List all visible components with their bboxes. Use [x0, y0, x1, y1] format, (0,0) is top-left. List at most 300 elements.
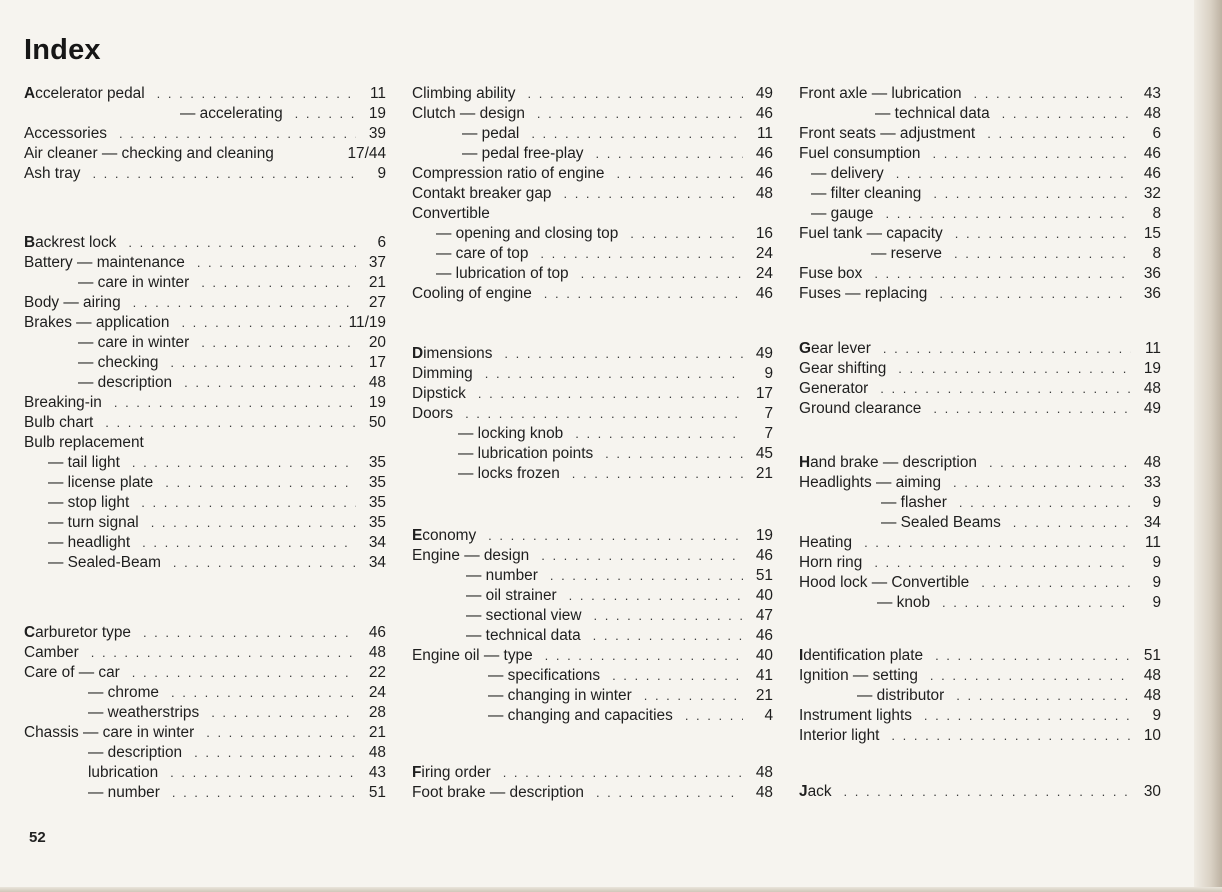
index-entry: [799, 104, 1161, 124]
index-entry: [799, 553, 1161, 573]
index-entry: [799, 573, 1161, 593]
index-entry-page: 48: [755, 185, 773, 202]
index-entry-text: Ash tray: [24, 165, 81, 182]
index-entry-text: — reserve: [871, 245, 942, 262]
index-entry: [24, 104, 386, 124]
leader-dots: [142, 533, 356, 553]
index-entry-page: 21: [755, 465, 773, 482]
leader-dots: [939, 284, 1131, 304]
index-entry-page: 21: [368, 724, 386, 741]
leader-dots: [989, 453, 1131, 473]
leader-dots: [930, 666, 1131, 686]
index-entry: [799, 284, 1161, 304]
index-entry: [799, 124, 1161, 144]
index-entry: [412, 364, 773, 384]
index-entry-page: 9: [1152, 554, 1161, 571]
index-entry-label: [436, 244, 528, 264]
index-entry: [799, 359, 1161, 379]
index-entry-label: [24, 253, 185, 273]
index-entry-label: [24, 164, 80, 184]
index-entry-text: — flasher: [881, 494, 947, 511]
index-entry-label: [811, 184, 921, 204]
index-entry: [412, 104, 773, 124]
index-entry-text: — license plate: [48, 474, 154, 491]
leader-dots: [924, 706, 1131, 726]
index-entry-label: [857, 686, 944, 706]
index-entry-text: Bulb replacement: [24, 434, 144, 451]
index-entry: [412, 783, 773, 803]
leader-dots: [206, 723, 356, 743]
index-entry-page: 8: [1152, 205, 1161, 222]
index-entry-label: [799, 453, 977, 473]
leader-dots: [157, 84, 356, 104]
index-entry-page: 27: [368, 294, 386, 311]
index-entry-page: 11: [370, 85, 386, 102]
index-entry: [24, 293, 386, 313]
leader-dots: [545, 646, 743, 666]
index-entry-text: Interior light: [799, 727, 880, 744]
index-entry-label: [871, 244, 942, 264]
index-entry-label: [462, 144, 583, 164]
index-entry-text: Dimming: [412, 365, 473, 382]
index-entry: [24, 333, 386, 353]
index-entry-page: 46: [755, 165, 773, 182]
index-entry-page: 11/19: [348, 314, 386, 331]
index-entry-text: Ground clearance: [799, 400, 922, 417]
index-entry-page: 19: [368, 105, 386, 122]
index-entry-page: 48: [1143, 380, 1161, 397]
index-entry-label: [48, 453, 120, 473]
index-entry-initial: B: [24, 234, 36, 251]
index-entry: [24, 493, 386, 513]
index-entry-text: imensions: [423, 345, 493, 362]
index-entry-label: [412, 284, 532, 304]
index-entry-text: — chrome: [88, 684, 159, 701]
index-entry: [412, 404, 773, 424]
index-entry: [412, 546, 773, 566]
index-entry-text: Ignition — setting: [799, 667, 918, 684]
index-entry-page: 34: [1143, 514, 1161, 531]
leader-dots: [201, 333, 356, 353]
index-entry-text: Front axle — lubrication: [799, 85, 962, 102]
index-entry-label: [799, 359, 886, 379]
leader-dots: [173, 553, 356, 573]
leader-dots: [612, 666, 743, 686]
index-entry-text: ack: [807, 783, 832, 800]
index-entry-label: [799, 782, 832, 802]
index-entry-text: — number: [466, 567, 538, 584]
leader-dots: [942, 593, 1131, 613]
index-entry-text: Engine — design: [412, 547, 530, 564]
index-entry-initial: C: [24, 624, 36, 641]
index-entry: [412, 626, 773, 646]
leader-dots: [114, 393, 356, 413]
index-entry-label: [412, 164, 605, 184]
index-entry-text: — care in winter: [78, 274, 190, 291]
index-entry: [24, 533, 386, 553]
index-entry-label: [799, 473, 941, 493]
index-entry: [412, 164, 773, 184]
index-entry: [412, 586, 773, 606]
index-entry-page: 16: [755, 225, 773, 242]
index-entry: [412, 566, 773, 586]
index-entry-page: 35: [368, 454, 386, 471]
index-entry: [799, 453, 1161, 473]
leader-dots: [171, 683, 356, 703]
index-entry-page: 15: [1143, 225, 1161, 242]
index-entry-label: [412, 763, 491, 783]
leader-dots: [181, 313, 342, 333]
index-entry-page: 49: [1143, 400, 1161, 417]
index-entry-page: 19: [1143, 360, 1161, 377]
leader-dots: [874, 553, 1131, 573]
index-entry: [24, 783, 386, 803]
index-entry: [799, 686, 1161, 706]
index-entry-page: 6: [377, 234, 386, 251]
index-entry: [799, 593, 1161, 613]
index-entry-page: 32: [1143, 185, 1161, 202]
leader-dots: [935, 646, 1131, 666]
index-entry: [799, 513, 1161, 533]
index-entry-page: 46: [1143, 165, 1161, 182]
index-entry-label: [78, 373, 172, 393]
index-entry-label: [48, 513, 139, 533]
index-entry-page: 37: [368, 254, 386, 271]
index-entry-page: 51: [368, 784, 386, 801]
index-entry-page: 49: [755, 345, 773, 362]
index-entry-page: 7: [764, 425, 773, 442]
leader-dots: [569, 586, 743, 606]
index-entry-page: 48: [368, 744, 386, 761]
index-entry-text: — lubrication points: [458, 445, 594, 462]
index-entry-page: 34: [368, 554, 386, 571]
leader-dots: [596, 783, 743, 803]
index-entry-page: 9: [1152, 707, 1161, 724]
index-entry-page: 48: [1143, 105, 1161, 122]
index-entry-page: 48: [368, 644, 386, 661]
index-entry-label: [799, 706, 912, 726]
leader-dots: [891, 726, 1131, 746]
page-title: Index: [24, 34, 101, 66]
index-entry-text: — locking knob: [458, 425, 564, 442]
index-entry-label: [24, 124, 107, 144]
index-entry: [24, 683, 386, 703]
index-entry-label: [24, 433, 144, 453]
index-entry-page: 48: [755, 784, 773, 801]
index-entry-label: [799, 666, 918, 686]
index-entry-page: 33: [1143, 474, 1161, 491]
index-entry-label: [488, 686, 632, 706]
leader-dots: [540, 244, 743, 264]
index-entry-label: [488, 706, 673, 726]
index-entry-text: — lubrication of top: [436, 265, 569, 282]
index-entry: [412, 144, 773, 164]
index-entry: [24, 393, 386, 413]
leader-dots: [105, 413, 356, 433]
index-entry-text: Brakes — application: [24, 314, 170, 331]
index-entry-page: 11: [1145, 534, 1161, 551]
index-entry: [799, 493, 1161, 513]
index-entry-page: 20: [368, 334, 386, 351]
index-entry: [24, 453, 386, 473]
index-entry-label: [799, 553, 862, 573]
index-entry-text: — pedal: [462, 125, 520, 142]
index-entry: [412, 204, 773, 224]
index-entry-label: [88, 683, 159, 703]
index-entry-initial: I: [799, 647, 804, 664]
leader-dots: [987, 124, 1131, 144]
index-entry-initial: J: [799, 783, 808, 800]
index-entry-label: [799, 726, 879, 746]
index-entry-label: [88, 783, 160, 803]
index-entry-page: 24: [755, 245, 773, 262]
index-entry-text: — turn signal: [48, 514, 139, 531]
index-entry: [24, 353, 386, 373]
index-entry-page: 10: [1143, 727, 1161, 744]
index-entry-page: 24: [368, 684, 386, 701]
index-entry-text: — description: [88, 744, 183, 761]
index-entry-label: [799, 284, 927, 304]
index-entry: [24, 313, 386, 333]
index-entry-text: — tail light: [48, 454, 120, 471]
index-entry-label: [799, 379, 868, 399]
index-entry-page: 24: [755, 265, 773, 282]
index-entry-text: Doors: [412, 405, 454, 422]
leader-dots: [119, 124, 356, 144]
index-entry-page: 51: [1143, 647, 1161, 664]
index-entry-text: — care of top: [436, 245, 529, 262]
index-entry: [412, 666, 773, 686]
index-entry-label: [412, 184, 551, 204]
index-entry: [24, 513, 386, 533]
index-entry-page: 9: [1152, 494, 1161, 511]
leader-dots: [593, 606, 743, 626]
leader-dots: [617, 164, 744, 184]
index-entry-label: [799, 264, 862, 284]
index-entry: [799, 204, 1161, 224]
index-entry-text: Fuel tank — capacity: [799, 225, 943, 242]
index-entry: [799, 339, 1161, 359]
leader-dots: [955, 224, 1131, 244]
index-entry: [24, 663, 386, 683]
index-entry-page: 48: [1143, 687, 1161, 704]
index-entry: [799, 782, 1161, 802]
leader-dots: [896, 164, 1131, 184]
index-entry-label: [24, 313, 169, 333]
index-entry: [412, 763, 773, 783]
leader-dots: [630, 224, 743, 244]
index-entry-page: 17: [755, 385, 773, 402]
leader-dots: [141, 493, 356, 513]
index-entry-page: 35: [368, 474, 386, 491]
index-entry: [24, 373, 386, 393]
leader-dots: [503, 763, 743, 783]
index-entry: [799, 164, 1161, 184]
leader-dots: [132, 663, 356, 683]
index-entry-text: Fuse box: [799, 265, 863, 282]
index-entry-text: — gauge: [811, 205, 874, 222]
index-entry-initial: D: [412, 345, 424, 362]
index-entry-text: Bulb chart: [24, 414, 94, 431]
index-entry-label: [24, 723, 194, 743]
index-entry-page: 9: [1152, 594, 1161, 611]
index-entry: [24, 124, 386, 144]
index-entry-label: [412, 783, 584, 803]
index-entry: [412, 344, 773, 364]
index-entry-initial: A: [24, 85, 36, 102]
leader-dots: [531, 124, 743, 144]
leader-dots: [933, 184, 1131, 204]
leader-dots: [575, 424, 743, 444]
index-entry-text: — accelerating: [180, 105, 283, 122]
index-entry: [24, 433, 386, 453]
index-entry-page: 49: [755, 85, 773, 102]
index-entry: [24, 763, 386, 783]
index-entry-page: 46: [1143, 145, 1161, 162]
index-entry: [412, 444, 773, 464]
index-entry-label: [412, 364, 473, 384]
index-entry-text: Climbing ability: [412, 85, 516, 102]
leader-dots: [953, 473, 1131, 493]
leader-dots: [133, 293, 356, 313]
index-entry-text: Clutch — design: [412, 105, 525, 122]
leader-dots: [91, 643, 356, 663]
index-entry: [799, 379, 1161, 399]
index-entry-label: [412, 104, 525, 124]
index-entry-label: [799, 144, 920, 164]
index-entry-label: [412, 646, 533, 666]
page-number: 52: [29, 829, 46, 846]
leader-dots: [151, 513, 356, 533]
leader-dots: [504, 344, 743, 364]
index-entry-label: [24, 393, 102, 413]
page-edge-shadow: [1194, 0, 1222, 892]
index-entry: [24, 84, 386, 104]
index-entry-label: [24, 623, 131, 643]
index-entry-label: [180, 104, 283, 124]
index-entry-label: [881, 493, 947, 513]
index-entry-text: Breaking-in: [24, 394, 102, 411]
leader-dots: [883, 339, 1131, 359]
index-entry-label: [48, 553, 161, 573]
index-entry-text: Compression ratio of engine: [412, 165, 605, 182]
index-entry: [24, 164, 386, 184]
index-entry: [799, 666, 1161, 686]
leader-dots: [128, 233, 356, 253]
index-entry-page: 9: [377, 165, 386, 182]
index-entry-text: Heating: [799, 534, 853, 551]
leader-dots: [595, 144, 743, 164]
index-entry-label: [458, 424, 563, 444]
index-entry-text: — number: [88, 784, 160, 801]
index-entry-initial: G: [799, 340, 811, 357]
index-entry-label: [799, 646, 923, 666]
index-entry-label: [48, 533, 130, 553]
index-entry: [799, 473, 1161, 493]
index-entry-text: Camber: [24, 644, 79, 661]
leader-dots: [880, 379, 1131, 399]
index-entry-page: 46: [368, 624, 386, 641]
leader-dots: [211, 703, 356, 723]
index-entry-text: — specifications: [488, 667, 601, 684]
index-entry-label: [436, 264, 569, 284]
index-entry-page: 48: [368, 374, 386, 391]
index-entry-label: [799, 339, 871, 359]
index-entry-text: iring order: [421, 764, 491, 781]
index-entry-text: Care of — car: [24, 664, 120, 681]
leader-dots: [563, 184, 743, 204]
index-entry-label: [412, 526, 476, 546]
index-entry-page: 40: [755, 647, 773, 664]
index-entry-page: 48: [1143, 667, 1161, 684]
index-entry-page: 6: [1152, 125, 1161, 142]
index-entry-page: 46: [755, 285, 773, 302]
leader-dots: [981, 573, 1131, 593]
index-entry-page: 47: [755, 607, 773, 624]
index-entry-text: Hood lock — Convertible: [799, 574, 970, 591]
index-entry: [412, 464, 773, 484]
index-entry-page: 34: [368, 534, 386, 551]
leader-dots: [954, 244, 1131, 264]
leader-dots: [956, 686, 1131, 706]
index-entry-text: — care in winter: [78, 334, 190, 351]
index-entry: [24, 643, 386, 663]
index-entry-page: 7: [764, 405, 773, 422]
index-entry-initial: F: [412, 764, 422, 781]
leader-dots: [593, 626, 743, 646]
index-entry-page: 46: [755, 627, 773, 644]
index-entry-text: Accessories: [24, 125, 107, 142]
index-entry: [24, 413, 386, 433]
index-entry-label: [412, 344, 492, 364]
index-entry: [412, 264, 773, 284]
index-entry-text: Gear shifting: [799, 360, 887, 377]
leader-dots: [974, 84, 1131, 104]
index-entry-page: 11: [1145, 340, 1161, 357]
index-entry-text: — oil strainer: [466, 587, 557, 604]
index-entry-label: [811, 164, 884, 184]
index-entry-text: ackrest lock: [35, 234, 117, 251]
index-entry: [799, 399, 1161, 419]
index-entry: [24, 273, 386, 293]
index-entry: [412, 646, 773, 666]
index-entry-text: — changing and capacities: [488, 707, 673, 724]
leader-dots: [864, 533, 1131, 553]
index-entry-label: [877, 593, 930, 613]
index-entry-label: [24, 663, 120, 683]
index-entry: [799, 264, 1161, 284]
index-entry-text: — delivery: [811, 165, 884, 182]
index-entry: [412, 606, 773, 626]
index-entry-page: 11: [757, 125, 773, 142]
index-entry-label: [799, 224, 943, 244]
index-entry: [412, 284, 773, 304]
index-entry: [799, 726, 1161, 746]
index-entry: [799, 144, 1161, 164]
index-entry-label: [88, 703, 199, 723]
index-entry-text: — weatherstrips: [88, 704, 200, 721]
leader-dots: [143, 623, 356, 643]
index-entry: [412, 424, 773, 444]
index-entry: [799, 244, 1161, 264]
index-entry-label: [48, 473, 153, 493]
index-entry: [412, 184, 773, 204]
index-entry-text: Front seats — adjustment: [799, 125, 976, 142]
index-entry-label: [412, 204, 490, 224]
index-entry-text: Chassis — care in winter: [24, 724, 195, 741]
index-entry: [412, 706, 773, 726]
leader-dots: [488, 526, 743, 546]
